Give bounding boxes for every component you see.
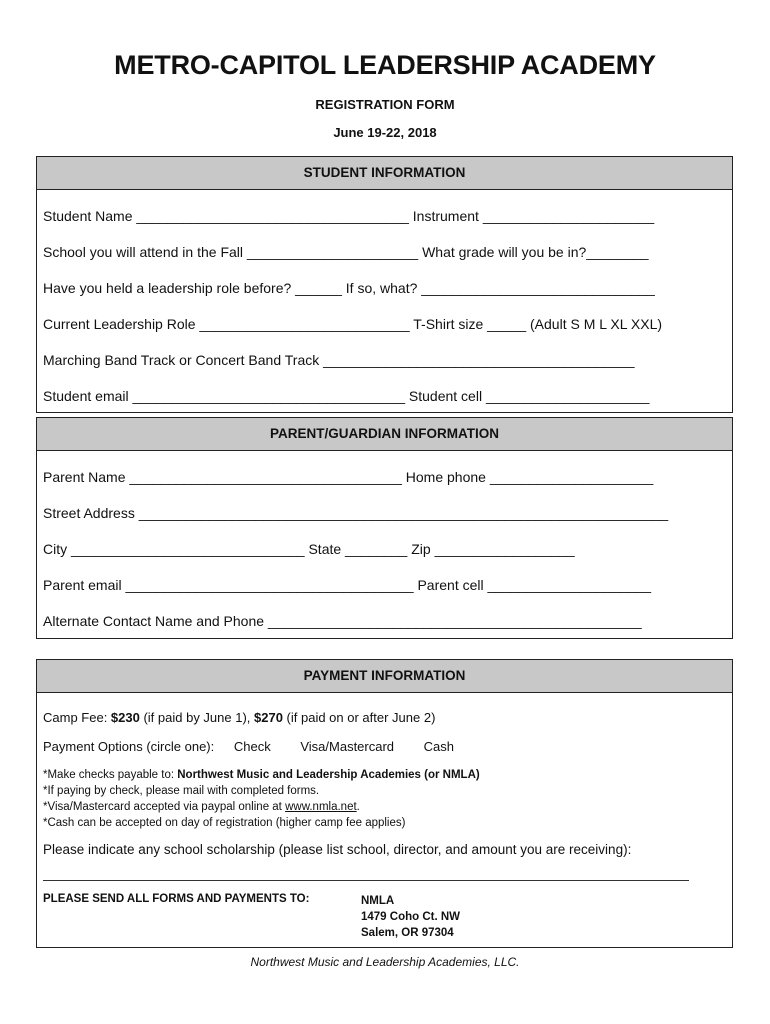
note-checks-payable <box>43 767 480 783</box>
form-title: METRO-CAPITOL LEADERSHIP ACADEMY <box>114 50 656 80</box>
note-checks-payee: Northwest Music and Leadership Academies (or NMLA) <box>177 769 480 781</box>
parent-contact-row[interactable]: Parent email _____________________________________ Parent cell _____________________ <box>43 577 652 593</box>
note-checks-label: *Make checks payable to: <box>43 769 178 781</box>
student-contact-row[interactable]: Student email ___________________________________ Student cell _____________________ <box>43 388 650 404</box>
payment-option-check[interactable]: Check <box>233 739 271 754</box>
payment-options-row <box>43 739 454 754</box>
band-track-row[interactable]: Marching Band Track or Concert Band Track ________________________________________ <box>43 352 635 368</box>
late-fee-condition: (if paid on or after June 2) <box>282 710 436 725</box>
note-visa-label: *Visa/Mastercard accepted via paypal online at <box>43 801 286 813</box>
payment-option-cash[interactable]: Cash <box>423 739 455 754</box>
street-address-row[interactable]: Street Address ____________________________________________________________________ <box>43 505 669 521</box>
note-cash: *Cash can be accepted on day of registration (higher camp fee applies) <box>43 817 406 829</box>
note-visa-mastercard <box>43 799 480 815</box>
student-information-section <box>36 156 733 413</box>
student-information-heading: STUDENT INFORMATION <box>37 157 732 190</box>
mailing-address-block <box>361 893 460 941</box>
city-state-zip-row[interactable]: City ______________________________ State ________ Zip __________________ <box>43 541 575 557</box>
note-mail-forms: *If paying by check, please mail with completed forms. <box>43 785 320 797</box>
leadership-experience-row[interactable]: Have you held a leadership role before? ______ If so, what? ______________________________ <box>43 280 655 296</box>
form-subtitle: REGISTRATION FORM <box>315 97 455 112</box>
scholarship-prompt: Please indicate any school scholarship (please list school, director, and amount you are receiving): <box>43 842 632 857</box>
school-grade-row[interactable]: School you will attend in the Fall ______________________ What grade will you be in?________ <box>43 244 649 260</box>
early-fee-amount: $230 <box>110 710 140 725</box>
alternate-contact-row[interactable]: Alternate Contact Name and Phone ________________________________________________ <box>43 613 642 629</box>
parent-name-row[interactable]: Parent Name ___________________________________ Home phone _____________________ <box>43 469 654 485</box>
address-line-city: Salem, OR 97304 <box>361 927 454 939</box>
nmla-website-link[interactable]: www.nmla.net <box>285 801 357 813</box>
send-forms-label: PLEASE SEND ALL FORMS AND PAYMENTS TO: <box>43 893 310 905</box>
payment-information-section <box>36 659 733 948</box>
address-line-street: 1479 Coho Ct. NW <box>361 911 461 923</box>
camp-fee-text <box>43 710 435 725</box>
camp-fee-label: Camp Fee: <box>43 710 111 725</box>
event-dates: June 19-22, 2018 <box>333 125 437 140</box>
payment-option-card[interactable]: Visa/Mastercard <box>300 739 395 754</box>
scholarship-answer-line[interactable] <box>43 880 689 881</box>
footer-organization: Northwest Music and Leadership Academies, LLC. <box>250 955 520 969</box>
student-name-row[interactable]: Student Name ___________________________________ Instrument ______________________ <box>43 208 655 224</box>
payment-options-label: Payment Options (circle one): <box>43 739 215 754</box>
leadership-role-tshirt-row[interactable]: Current Leadership Role ___________________________ T-Shirt size _____ (Adult S M L XL XXL) <box>43 316 663 332</box>
payment-notes <box>43 767 480 831</box>
payment-information-heading: PAYMENT INFORMATION <box>37 660 732 693</box>
parent-information-heading: PARENT/GUARDIAN INFORMATION <box>37 418 732 451</box>
early-fee-condition: (if paid by June 1), <box>139 710 255 725</box>
late-fee-amount: $270 <box>254 710 283 725</box>
address-line-org: NMLA <box>361 895 395 907</box>
note-visa-end: . <box>356 801 360 813</box>
parent-information-section <box>36 417 733 639</box>
